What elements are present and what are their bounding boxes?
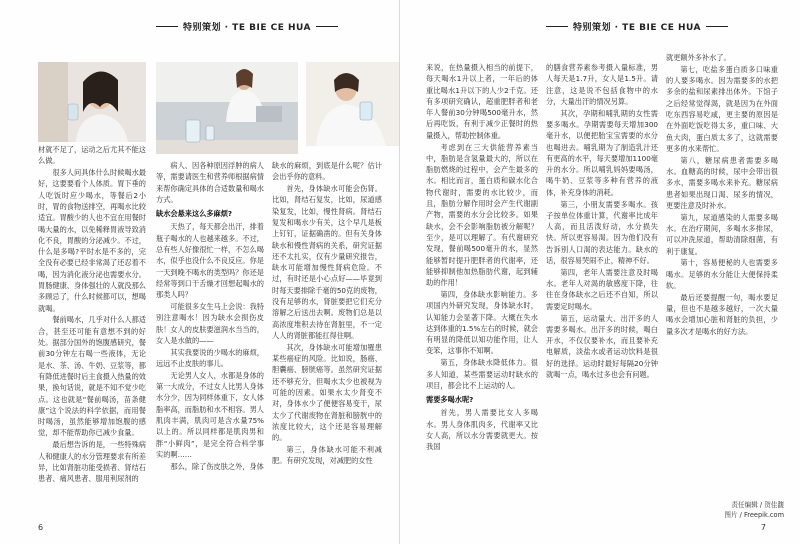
paragraph: 可能很多女生马上会说：我特别注意喝水！因为缺水会损伤皮肤！女人的皮肤要滋润水当当的，女人是水做的—— xyxy=(156,302,264,345)
paragraph: 第十，容易便秘的人也需要多喝水。足够的水分能让大便保持柔软。 xyxy=(666,258,778,290)
paragraph: 很多人问具体什么时候喝水最好，这要要看个人体质。胃下垂的人吃饭时应少喝水，等餐后2小时，胃的食物送排空，再喝水比较适宜。胃酸少的人也不宜在用餐时喝大量的水，以免稀释胃液导致消化不良，胃酸的分泌减少。不过，什么是多喝?平时水是不多的，完全没有必要已经非常渴了还忍着不喝，因为消化液分泌也需要水分。胃肠健康、身体强壮的人就没那么多顾忌了，什么时候都可以，想喝就喝。 xyxy=(38,168,146,313)
right-page-column-1 xyxy=(426,62,538,524)
photo-woman-holding-glass xyxy=(306,62,400,146)
paragraph: 最后还要提醒一句，喝水要足量，但也不是越多越好，一次大量喝水会增加心脏和肾脏的负担，少量多次才是喝水的好方法。 xyxy=(666,292,778,336)
paragraph: 第四，身体缺水影响能力。多项国内外研究发现，身体缺水时，认知能力会显著下降。大概在失水达到体重的1.5%左右的时候，就会有明显的降低以知功能作用，让人变笨，这事你不知啊。 xyxy=(426,289,538,356)
photo-woman-holding-glass-image xyxy=(306,62,400,146)
paragraph: 考虑到在三大供能营养素当中，脂肪是含氢量最大的，所以在脂肪燃烧的过程中，会产生最多的水。相比而言，蛋白质和碳水化合物代谢时，需要的水比较少，而且，脂肪分解作用时会产生代谢副产物，需要的水分会比较多。如果缺水，会不会影响脂肪被分解呢？至少，是可以理解了。有代谢研究发现，餐前喝500毫升的水，显然能够暂时提升肥胖者的代谢率，还能够抑制他加热脂肪代谢，起到辅助的作用！ xyxy=(426,142,538,288)
photo-woman-with-glass xyxy=(38,62,146,142)
right-page-column-3 xyxy=(666,52,778,494)
paragraph: 第八，糖尿病患者需要多喝水。血糖高的时候，尿中会带出很多水，需要多喝水来补充。糖尿病患者如果出现口渴、尿多的情况，更要注意及时补水。 xyxy=(666,155,778,210)
paragraph: 天热了，每天都会出汗，排着瓶子喝水的人也越来越多。不过，总有些人好像很忙一样，不怎么喝水，似乎也没什么不良反应。你是一天到晚不喝水的类型吗？你还是经常等到口干舌燥才回想起喝水的那类人吗？ xyxy=(156,222,264,300)
paragraph: 缺水的麻烦，到底是什么呢？估计会出乎你的意料。 xyxy=(272,161,382,182)
paragraph: 其次，孕期和哺乳期的女性需要多喝水。孕期需要每天增加300毫升水，以便把胎宝宝需要的水分也喝进去。哺乳期为了制造乳汁还有更高的水平，每天要增加1100毫升的水分。所以哺乳妈妈要喝汤，喝牛奶、豆浆等多种有营养的液体，补充身体的消耗。 xyxy=(546,108,658,197)
page-number: 7 xyxy=(760,523,766,532)
header-rule xyxy=(546,26,568,27)
paragraph: 第五，身体缺水降低体力。很多人知道，某些需要运动时缺水的项目，都会比不上运动的人。 xyxy=(426,358,538,390)
left-page-column-1 xyxy=(38,144,146,524)
photo-woman-on-sofa xyxy=(156,62,298,154)
paragraph: 其次，身体缺水可能增加罹患某些癌症的风险。比如说，肠癌、胆囊癌、膀胱癌等。虽然研究证据还不够充分，但喝水太少也被视为可能的因素。如果水太少肾变不对，身体水少了便便容易变干，尿太少了代谢废物在肾脏和膀胱中的浓度比较大，这个还是容易理解的。 xyxy=(272,342,382,443)
paragraph: 第四，老年人需要注意及时喝水。老年人对渴的敏感度下降，往往在身体缺水之后还不自知，所以需要定时喝水。 xyxy=(546,267,658,311)
paragraph: 第三，身体缺水可能不利减肥。有研究发现，对减肥的女性 xyxy=(272,444,382,466)
paragraph: 那么，除了伤皮肤之外，身体 xyxy=(170,461,264,471)
header-rule xyxy=(156,26,178,27)
paragraph: 的膳食营养素参考摄入量标准，男人每天是1.7升，女人是1.5升。请注意，这是说不包括食物中的水分，大量出汗的情况另算。 xyxy=(546,63,658,106)
page-number: 6 xyxy=(38,523,44,532)
paragraph: 病人、因各种原因浮肿的病人等，需要请医生和营养师根据病情来帮你确定具体的合适数量和喝水方式。 xyxy=(156,161,264,204)
paragraph: 首先，身体缺水可能会伤肾。比如，肾结石复发，比如，尿道感染复发，比如，慢性肾病。肾结石复发和喝水少有关，这个早几是板上钉钉，证据确凿的。但有关身体缺水和慢性肾病的关系，研究证据还不太扎实，仅有少量研究报告，缺水可能增加慢性肾病危险。不过，有时还是小心点好——毕竟到时每天要排除千毫的50克的废物，没有足够的水，肾脏要把它们充分溶解之后送出去啊。废物们总是以高浓度堆积去待在肾脏里，不一定人人的肾脏都能扛得住啊。 xyxy=(272,184,382,340)
photo-woman-with-glass-image xyxy=(38,62,146,142)
paragraph: 第七，吃盐多蛋白质多口味重的人要多喝水。因为需要多的水把多余的盐和尿素排出体外。下馆子之后经常觉得渴，就是因为在外面吃东西容易吃咸，更主要的原因是在外面吃饭吃得太多，重口味、大鱼大肉，蛋白质太多了，这就需要更多的水来帮忙。 xyxy=(666,64,778,153)
paragraph: 第九，尿道感染的人需要多喝水。在治疗期间，多喝水多排尿，可以冲洗尿道，帮助清除细菌，有利于康复。 xyxy=(666,212,778,256)
paragraph: 材就不足了，运动之后尤其不能这么做。 xyxy=(38,145,146,166)
right-page-header xyxy=(546,20,728,33)
image-credit: 图片 / Freepik.com xyxy=(724,511,784,519)
header-rule xyxy=(316,26,338,27)
paragraph: 餐前喝水，几乎对什么人都适合，甚至还可能有意想不到的好处。据部分国外的饱腹感研究，餐前30分钟左右喝一些液体，无论是水、茶、汤、牛奶、豆浆等，都有降低进餐时后主食摄入热量的效果，换句话说，就是不知不觉少吃点。这也就是“餐前喝汤，苗条健康”这个说法的科学依据，而用餐时喝汤，虽然能够增加饱腹的感觉，却不能帮助你已减少食量。 xyxy=(38,315,146,438)
paragraph: 无论男人女人，水都是身体的第一大成分，不过女人比男人身体水分少，因为同样体重下，女人体脂率高，而脂肪和水不相容。男人肌肉丰满，肌肉可是含水量75%以上的。所以同样都是肌肉男和胖“小鲜肉”，是完全符合科学事实的啊…… xyxy=(156,370,264,459)
left-page-column-2 xyxy=(156,160,264,524)
paragraph: 其实我要说的少喝水的麻烦，远远不止皮肤的事儿。 xyxy=(156,347,264,369)
paragraph: 第五，运动量大、出汗多的人需要多喝水。出汗多的时候，喝白开水，不仅仅要补水，而且要补充电解质，淡盐水或者运动饮料是很好的选择。运动时最好每隔20分钟就喝一点，喝水过多也会有问题。 xyxy=(546,313,658,380)
credit-block xyxy=(704,500,784,520)
section-subtitle: 缺水会悬来这么多麻烦? xyxy=(156,209,233,219)
header-rule xyxy=(706,26,728,27)
paragraph: 第三，小朋友需要多喝水。孩子按单位体重计算，代谢率比成年人高，而且活泼好动，水分损失快。所以更容易渴。因为他们没有告诉别人口渴的表达能力。缺水的话，很容易哭闹不止，精神不好。 xyxy=(546,199,658,266)
section-subtitle: 需要多喝水呢? xyxy=(426,395,474,405)
editor-credit: 责任编辑 / 贺佳馥 xyxy=(731,501,784,509)
header-title: 特别策划 · TE BIE CE HUA xyxy=(573,23,702,33)
paragraph: 最后想告诉的是，一些特殊病人和健康人的水分管理要求有所差异，比如肾脏功能受损者、肾结石患者、痛风患者、服用利尿剂的 xyxy=(38,440,146,484)
paragraph: 来说，在热量摄入相当的前提下，每天喝水1升以上者，一年后的体重比喝水1升以下的人少2千克。还有多项研究确认，超重肥胖者和老年人餐前30分钟喝500毫升水，然后再吃饭，有利于减少正餐时的热量摄入，帮助控制体重。 xyxy=(426,63,538,140)
photo-woman-on-sofa-image xyxy=(156,62,298,154)
paragraph: 首先，男人需要比女人多喝水。男人身体肌肉多，代谢率又比女人高，所以水分需要就更大。按我国 xyxy=(426,408,538,452)
paragraph: 就更额外多补水了。 xyxy=(666,53,731,62)
left-page-column-3 xyxy=(272,160,382,524)
left-page-header xyxy=(156,20,338,33)
right-page-column-2 xyxy=(546,62,658,524)
header-title: 特别策划 · TE BIE CE HUA xyxy=(183,23,312,33)
right-page xyxy=(400,0,800,544)
